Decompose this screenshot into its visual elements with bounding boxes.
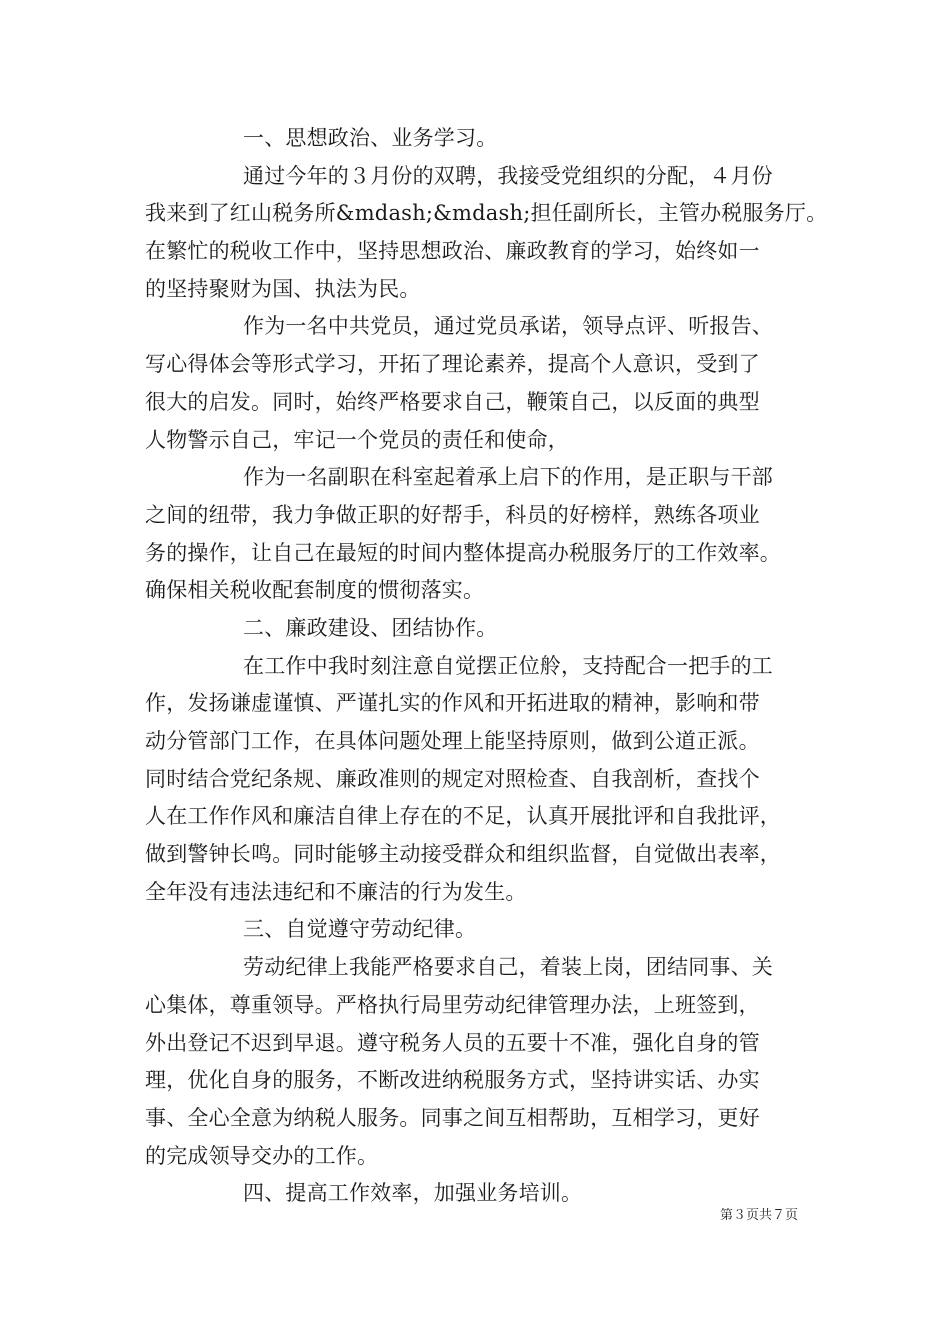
- text-line: 做到警钟长鸣。同时能够主动接受群众和组织监督，自觉做出表率，: [145, 842, 781, 867]
- paragraph-first-line: 作为一名副职在科室起着承上启下的作用，是正职与干部: [243, 465, 773, 490]
- text-line: 同时结合党纪条规、廉政准则的规定对照检查、自我剖析，查找个: [145, 766, 760, 791]
- text-line: 之间的纽带，我力争做正职的好帮手，科员的好榜样，熟练各项业: [145, 502, 760, 527]
- text-line: 外出登记不迟到早退。遵守税务人员的五要十不准，强化自身的管: [145, 1030, 760, 1055]
- text-line: 务的操作，让自己在最短的时间内整体提高办税服务厅的工作效率。: [145, 540, 781, 565]
- page-footer: 第３页共７页: [720, 1208, 799, 1223]
- paragraph-first-line: 在工作中我时刻注意自觉摆正位舲，支持配合一把手的工: [243, 653, 773, 678]
- text-line: 人物警示自己，牢记一个党员的责任和使命，: [145, 427, 569, 452]
- text-line: 理，优化自身的服务，不断改进纳税服务方式，坚持讲实话、办实: [145, 1068, 760, 1093]
- text-line: 作，发扬谦虚谨慎、严谨扎实的作风和开拓进取的精神，影响和带: [145, 691, 760, 716]
- text-line: 在繁忙的税收工作中，坚持思想政治、廉政教育的学习，始终如一: [145, 239, 760, 264]
- paragraph-first-line: 通过今年的３月份的双聘，我接受党组织的分配，４月份: [243, 163, 773, 188]
- document-body: [145, 120, 835, 1213]
- text-line: 全年没有违法违纪和不廉洁的行为发生。: [145, 879, 527, 904]
- text-line: 事、全心全意为纳税人服务。同事之间互相帮助，互相学习，更好: [145, 1105, 760, 1130]
- paragraph-first-line: 二、廉政建设、团结协作。: [243, 615, 498, 640]
- paragraph-first-line: 劳动纪律上我能严格要求自己，着装上岗，团结同事、关: [243, 955, 773, 980]
- text-line: 写心得体会等形式学习，开拓了理论素养，提高个人意识，受到了: [145, 352, 760, 377]
- text-line: 动分管部门工作，在具体问题处理上能坚持原则，做到公道正派。: [145, 729, 760, 753]
- text-line: 很大的启发。同时，始终严格要求自己，鞭策自己，以反面的典型: [145, 389, 760, 414]
- text-line: 人在工作作风和廉洁自律上存在的不足，认真开展批评和自我批评，: [145, 804, 781, 829]
- text-line: 我来到了红山税务所&mdash;&mdash;担任副所长，主管办税服务厅。: [145, 201, 828, 226]
- paragraph-first-line: 三、自觉遵守劳动纪律。: [243, 917, 477, 942]
- text-line: 的完成领导交办的工作。: [145, 1143, 379, 1168]
- paragraph-first-line: 四、提高工作效率，加强业务培训。: [243, 1181, 583, 1206]
- paragraph-first-line: 一、思想政治、业务学习。: [243, 126, 498, 150]
- paragraph-first-line: 作为一名中共党员，通过党员承诺，领导点评、听报告、: [243, 314, 773, 339]
- text-line: 确保相关税收配套制度的惯彻落实。: [145, 578, 485, 603]
- text-line: 的坚持聚财为国、执法为民。: [145, 276, 421, 301]
- text-line: 心集体，尊重领导。严格执行局里劳动纪律管理办法，上班签到，: [145, 992, 760, 1017]
